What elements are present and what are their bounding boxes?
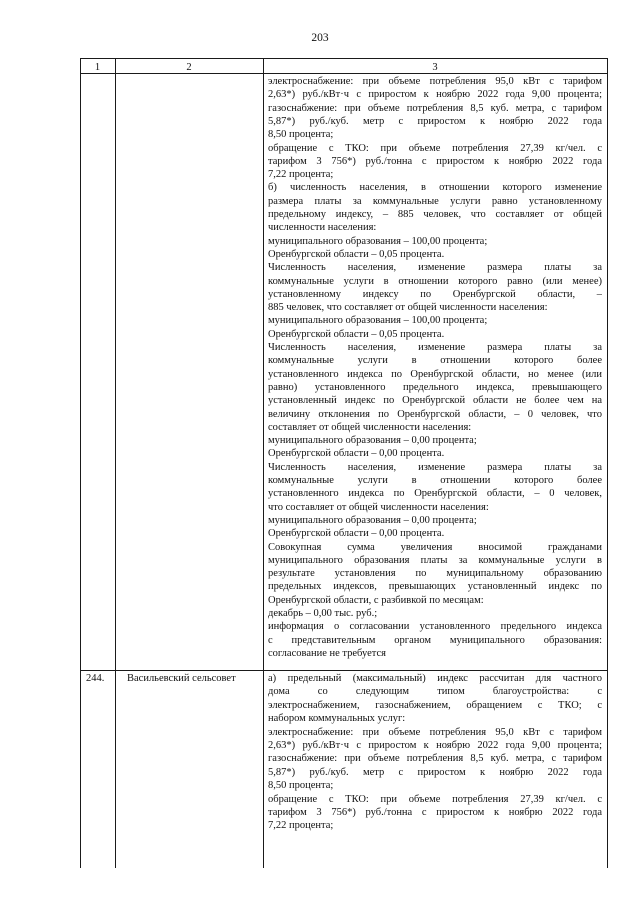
text-line: согласование не требуется: [268, 647, 386, 659]
text-line: электроснабжение: при объеме потребления 95,0 кВт с тарифом: [268, 76, 602, 87]
text-line: тарифом 3 756*) руб./тонна с приростом к ноябрю 2022 года: [268, 155, 602, 167]
text-line: Численность населения, изменение размера платы за: [268, 342, 602, 353]
text-line: электроснабжение: при объеме потребления 95,0 кВт с тарифом: [268, 726, 602, 738]
text-line: дома со следующим типом благоустройства: с: [268, 686, 602, 698]
text-line: электроснабжением, газоснабжением, обращением с ТКО; с: [268, 699, 602, 711]
page-number: 203: [311, 32, 329, 44]
text-line: установленного индекса по Оренбургской области, но менее (или: [268, 368, 602, 380]
text-line: установленный индекс по Оренбургской области не более чем на: [268, 395, 602, 407]
text-line: коммунальные услуги в отношении которого более: [268, 475, 602, 486]
header-col-2: 2: [186, 62, 192, 73]
text-line: установленного индекса по Оренбургской области, – 0 человек,: [268, 488, 602, 500]
text-line: 2,63*) руб./кВт·ч с приростом к ноябрю 2022 года 9,00 процента;: [268, 89, 602, 101]
text-line: 2,63*) руб./кВт·ч с приростом к ноябрю 2022 года 9,00 процента;: [268, 740, 602, 751]
text-line: 885 человек, что составляет от общей численности населения:: [268, 302, 548, 314]
table-border-top: [80, 58, 608, 59]
table-border-right: [607, 58, 608, 868]
text-line: Совокупная сумма увеличения вносимой гражданами: [268, 541, 602, 553]
text-line: б) численность населения, в отношении которого изменение: [268, 182, 602, 194]
text-line: предельных индексов, превышающих установленный индекс по: [268, 581, 602, 593]
header-col-1: 1: [94, 62, 101, 73]
text-line: Оренбургской области – 0,00 процента.: [268, 448, 445, 460]
text-line: тарифом 3 756*) руб./тонна с приростом к ноябрю 2022 года: [268, 807, 602, 818]
text-line: информация о согласовании установленного предельного индекса: [268, 621, 602, 633]
text-line: 8,50 процента;: [268, 129, 334, 141]
text-line: газоснабжение: при объеме потребления 8,5 куб. метра, с тарифом: [268, 753, 602, 765]
text-line: а) предельный (максимальный) индекс рассчитан для частного: [268, 673, 602, 684]
text-line: 8,50 процента;: [268, 780, 334, 792]
text-line: 7,22 процента;: [268, 169, 334, 181]
header-divider: [80, 73, 608, 74]
text-line: муниципального образования – 100,00 процента;: [268, 315, 488, 327]
text-line: составляет от общей численности населения:: [268, 421, 472, 433]
text-line: Оренбургской области – 0,00 процента.: [268, 528, 445, 540]
text-line: декабрь – 0,00 тыс. руб.;: [268, 608, 378, 619]
text-line: муниципального образования платы за коммунальные услуги в: [268, 554, 602, 566]
text-line: Численность населения, изменение размера платы за: [268, 262, 602, 274]
text-line: Численность населения, изменение размера платы за: [268, 461, 602, 473]
header-col-3: 3: [432, 62, 438, 73]
text-line: установленному индексу по Оренбургской области, –: [268, 288, 602, 300]
row-divider: [80, 670, 608, 671]
text-line: коммунальные услуги в отношении которого более: [268, 355, 602, 367]
text-line: муниципального образования – 0,00 процента;: [268, 435, 477, 447]
text-line: с представительным органом муниципального образования:: [268, 634, 602, 646]
text-line: муниципального образования – 100,00 процента;: [268, 235, 488, 247]
text-line: предельному индексу, – 885 человек, что составляет от общей: [268, 209, 602, 220]
text-line: обращение с ТКО: при объеме потребления 27,39 кг/чел. с: [268, 142, 602, 154]
text-line: равно) установленного предельного индекса, превышающего: [268, 381, 602, 393]
table-border-left: [80, 58, 81, 868]
text-line: 7,22 процента;: [268, 820, 334, 832]
text-line: 5,87*) руб./куб. метр с приростом к ноябрю 2022 года: [268, 115, 602, 127]
text-line: коммунальные услуги в отношении которого равно (или менее): [268, 275, 602, 287]
column-divider-1: [115, 58, 116, 868]
text-line: 5,87*) руб./куб. метр с приростом к ноябрю 2022 года: [268, 766, 602, 778]
text-line: Оренбургской области – 0,05 процента.: [268, 248, 445, 260]
text-line: результате установления по муниципальному образованию: [268, 568, 602, 580]
text-line: газоснабжение: при объеме потребления 8,5 куб. метра, с тарифом: [268, 102, 602, 114]
text-line: Оренбургской области – 0,05 процента.: [268, 328, 445, 340]
row-244-name: Васильевский сельсовет: [127, 673, 236, 684]
text-line: Оренбургской области, с разбивкой по месяцам:: [268, 594, 484, 606]
text-line: размера платы за коммунальные услуги равно установленному: [268, 195, 602, 207]
column-divider-2: [263, 58, 264, 868]
text-line: численности населения:: [268, 222, 377, 234]
text-line: муниципального образования – 0,00 процента;: [268, 514, 477, 526]
row-244-number: 244.: [86, 673, 105, 684]
text-line: обращение с ТКО: при объеме потребления 27,39 кг/чел. с: [268, 793, 602, 805]
text-line: что составляет от общей численности населения:: [268, 501, 489, 513]
text-line: набором коммунальных услуг:: [268, 713, 406, 725]
text-line: величину отклонения по Оренбургской области, – 0 человек, что: [268, 408, 602, 420]
